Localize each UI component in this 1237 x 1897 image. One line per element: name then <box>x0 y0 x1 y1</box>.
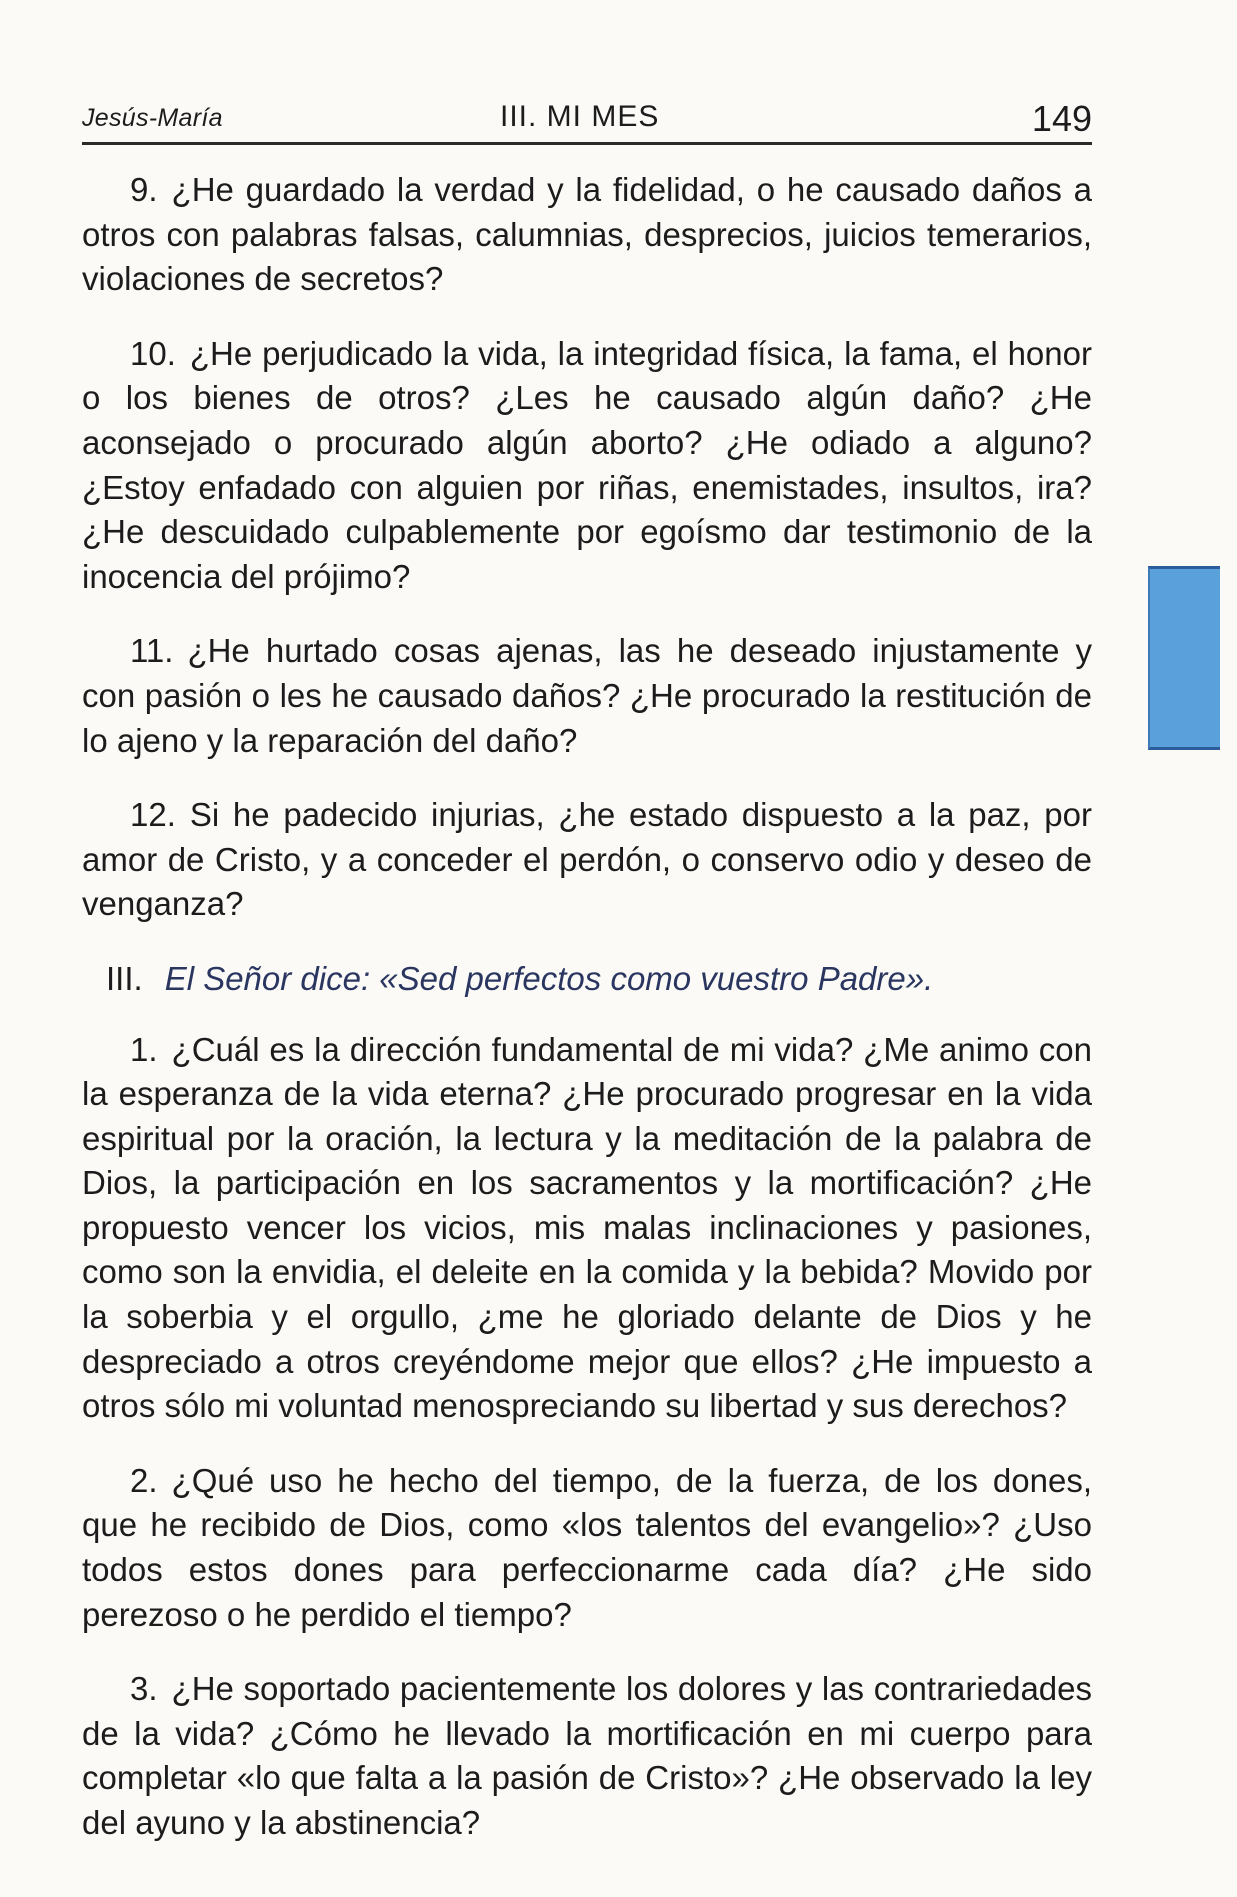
running-header <box>82 96 1092 145</box>
question-paragraph-10 <box>82 332 1092 600</box>
paragraph-text: ¿He perjudicado la vida, la integridad física, la fama, el honor o los bienes de otros? ¿Les he causado algún daño? ¿He aconsejado o procurado algún aborto? ¿He odiado a alguno? ¿Estoy enfadado con alguien por riñas, enemistades, insultos, ira? ¿He descuidado culpablemente por egoísmo dar testimonio de la inocencia del prójimo? <box>82 334 1092 595</box>
section-numeral: III. <box>106 959 143 997</box>
header-chapter: III. MI MES <box>500 100 660 133</box>
section-title: El Señor dice: «Sed perfectos como vuestro Padre». <box>164 959 934 997</box>
paragraph-number: 12. <box>130 796 176 834</box>
header-author: Jesús-María <box>82 104 223 132</box>
question-paragraph-1 <box>82 1028 1092 1429</box>
paragraph-text: ¿Qué uso he hecho del tiempo, de la fuerza, de los dones, que he recibido de Dios, como «los talentos del evangelio»? ¿Uso todos estos dones para perfeccionarme cada día? ¿He sido perezoso o he perdido el tiempo? <box>82 1461 1092 1633</box>
question-paragraph-11 <box>82 629 1092 763</box>
question-paragraph-12 <box>82 793 1092 927</box>
question-paragraph-2 <box>82 1459 1092 1637</box>
question-paragraph-3 <box>82 1667 1092 1845</box>
question-paragraph-9 <box>82 168 1092 302</box>
paragraph-number: 11. <box>130 632 174 670</box>
paragraph-number: 3. <box>130 1670 158 1708</box>
paragraph-number: 10. <box>130 334 176 372</box>
paragraph-text: ¿Cuál es la dirección fundamental de mi vida? ¿Me animo con la esperanza de la vida eterna? ¿He procurado progresar en la vida espiritual por la oración, la lectura y la meditación de la palabra de Dios, la participación en los sacramentos y la mortificación? ¿He propuesto vencer los vicios, mis malas inclinaciones y pasiones, como son la envidia, el deleite en la comida y la bebida? Movido por la soberbia y el orgullo, ¿me he gloriado delante de Dios y he despreciado a otros creyéndome mejor que ellos? ¿He impuesto a otros sólo mi voluntad menospreciando su libertad y sus derechos? <box>82 1030 1092 1425</box>
section-heading <box>82 957 1092 1002</box>
paragraph-number: 1. <box>130 1030 158 1068</box>
paragraph-text: ¿He hurtado cosas ajenas, las he deseado injustamente y con pasión o les he causado daños? ¿He procurado la restitución de lo ajeno y la reparación del daño? <box>82 632 1092 759</box>
paragraph-text: ¿He guardado la verdad y la fidelidad, o he causado daños a otros con palabras falsas, calumnias, desprecios, juicios temerarios, violaciones de secretos? <box>82 171 1092 298</box>
paragraph-number: 9. <box>130 171 158 208</box>
paragraph-text: ¿He soportado pacientemente los dolores y las contrariedades de la vida? ¿Cómo he llevado la mortificación en mi cuerpo para completar «lo que falta a la pasión de Cristo»? ¿He observado la ley del ayuno y la abstinencia? <box>82 1670 1092 1841</box>
paragraph-text: Si he padecido injurias, ¿he estado dispuesto a la paz, por amor de Cristo, y a conceder el perdón, o conservo odio y deseo de venganza? <box>82 796 1092 923</box>
page-body <box>82 168 1092 1876</box>
thumb-index-tab <box>1148 566 1220 750</box>
page-number: 149 <box>1031 98 1092 139</box>
paragraph-number: 2. <box>130 1461 158 1499</box>
